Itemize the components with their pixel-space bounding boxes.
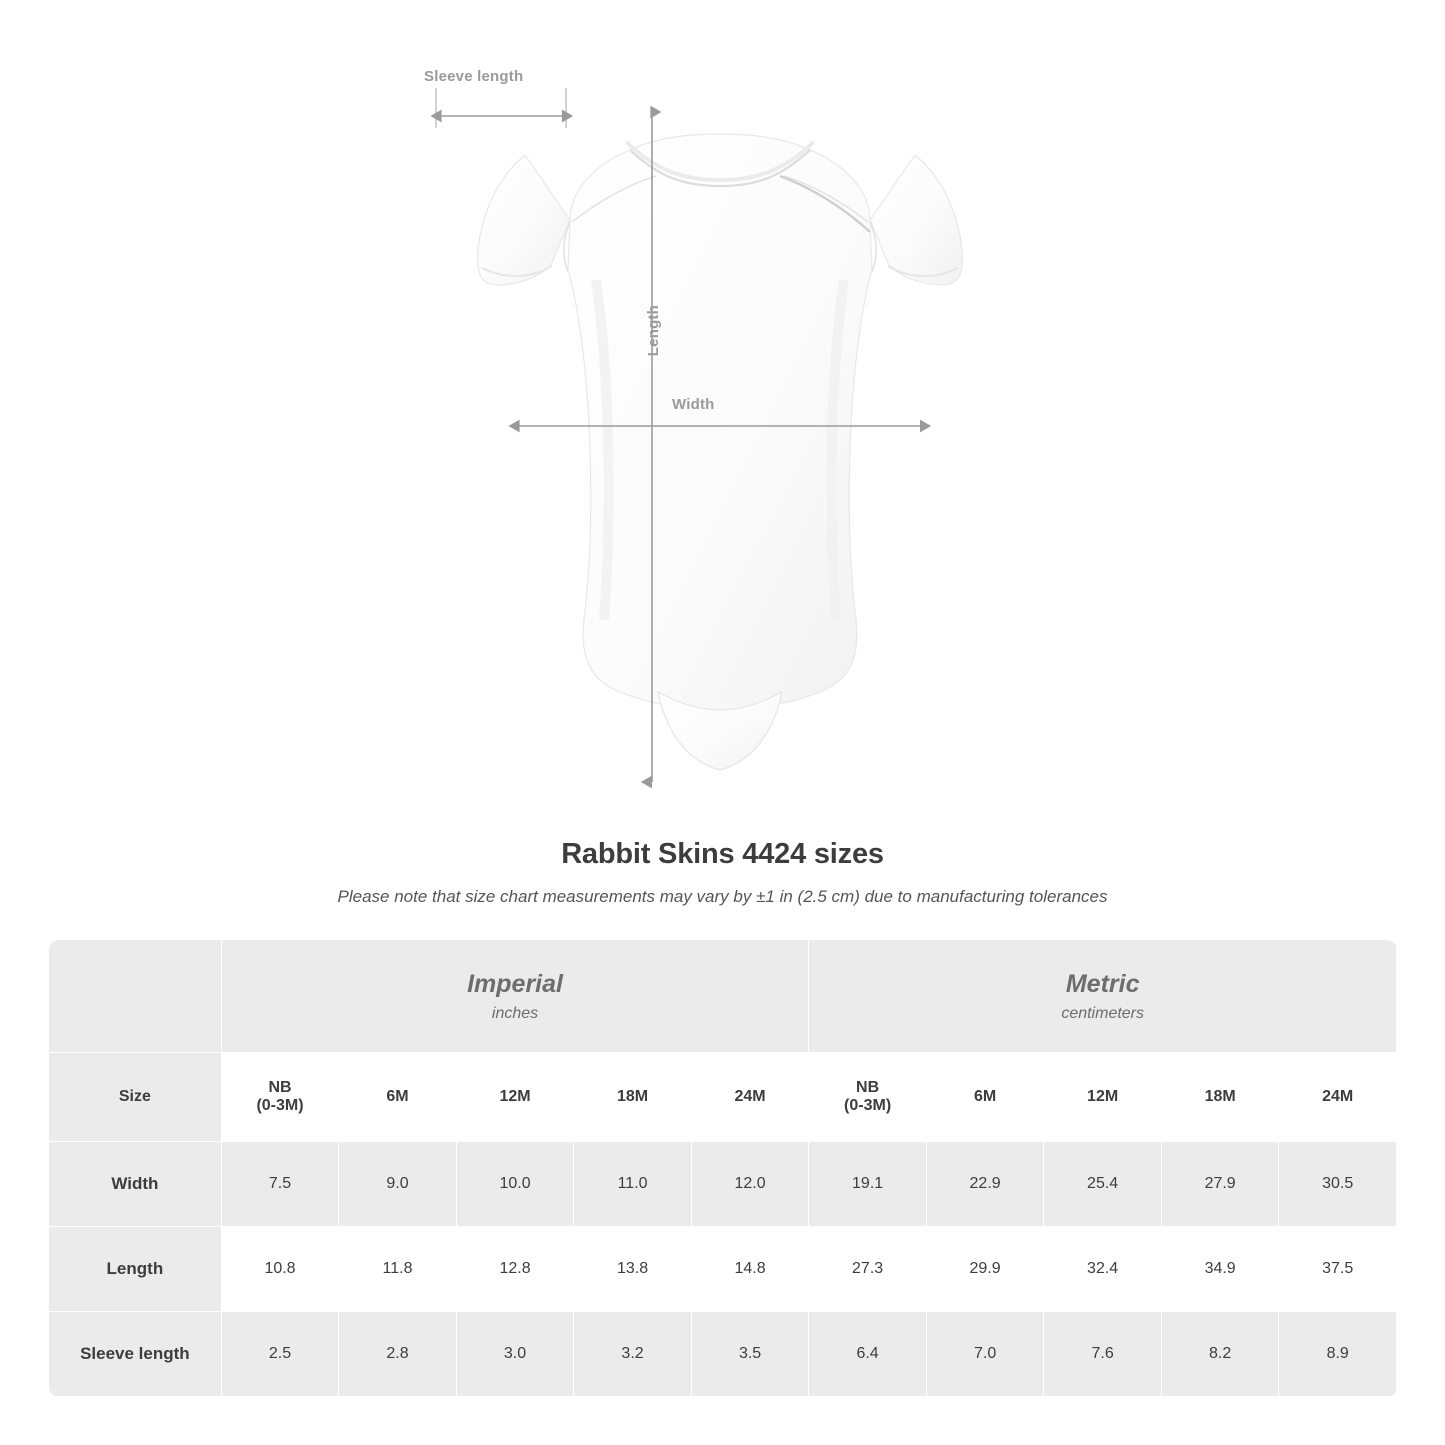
- cell-sleeve-metric-18m: 8.2: [1161, 1312, 1279, 1397]
- cell-sleeve-imperial-12m: 3.0: [456, 1312, 574, 1397]
- column-header-imperial-12m: 12M: [456, 1053, 574, 1142]
- cell-sleeve-imperial-nb: 2.5: [221, 1312, 339, 1397]
- column-header-imperial-18m: 18M: [574, 1053, 692, 1142]
- cell-length-metric-nb: 27.3: [809, 1227, 927, 1312]
- table-row: [49, 1227, 1397, 1312]
- column-header-imperial-24m: 24M: [691, 1053, 809, 1142]
- imperial-title: Imperial: [467, 970, 563, 998]
- column-header-line2: (0-3M): [256, 1097, 304, 1114]
- tolerance-note: Please note that size chart measurements may vary by ±1 in (2.5 cm) due to manufacturing tolerances: [337, 887, 1108, 906]
- cell-length-imperial-nb: 10.8: [221, 1227, 339, 1312]
- size-column-header: Size: [49, 1053, 222, 1142]
- cell-width-imperial-nb: 7.5: [221, 1142, 339, 1227]
- imperial-subtitle: inches: [491, 1005, 539, 1022]
- metric-subtitle: centimeters: [1061, 1005, 1145, 1022]
- cell-width-imperial-6m: 9.0: [339, 1142, 457, 1227]
- column-header-metric-12m: 12M: [1044, 1053, 1162, 1142]
- cell-width-imperial-12m: 10.0: [456, 1142, 574, 1227]
- column-header-metric-nb: [809, 1053, 927, 1142]
- cell-width-metric-12m: 25.4: [1044, 1142, 1162, 1227]
- cell-sleeve-metric-12m: 7.6: [1044, 1312, 1162, 1397]
- unit-header-corner: [49, 940, 222, 1053]
- cell-sleeve-imperial-6m: 2.8: [339, 1312, 457, 1397]
- cell-width-metric-24m: 30.5: [1279, 1142, 1397, 1227]
- cell-length-imperial-6m: 11.8: [339, 1227, 457, 1312]
- cell-length-metric-6m: 29.9: [926, 1227, 1044, 1312]
- cell-length-metric-12m: 32.4: [1044, 1227, 1162, 1312]
- column-header-imperial-nb: [221, 1053, 339, 1142]
- size-header-row: [49, 1053, 1397, 1142]
- row-header-length: Length: [49, 1227, 222, 1312]
- column-header-line1: NB: [268, 1079, 292, 1096]
- cell-length-imperial-12m: 12.8: [456, 1227, 574, 1312]
- cell-sleeve-imperial-24m: 3.5: [691, 1312, 809, 1397]
- imperial-group-header: [221, 940, 809, 1053]
- cell-width-metric-nb: 19.1: [809, 1142, 927, 1227]
- cell-width-metric-18m: 27.9: [1161, 1142, 1279, 1227]
- cell-sleeve-metric-24m: 8.9: [1279, 1312, 1397, 1397]
- title-block: [0, 838, 1445, 907]
- column-header-metric-18m: 18M: [1161, 1053, 1279, 1142]
- row-header-sleeve-length: Sleeve length: [49, 1312, 222, 1397]
- length-label: Length: [645, 305, 662, 357]
- cell-width-metric-6m: 22.9: [926, 1142, 1044, 1227]
- row-header-width: Width: [49, 1142, 222, 1227]
- cell-length-metric-24m: 37.5: [1279, 1227, 1397, 1312]
- column-header-line2: (0-3M): [844, 1097, 892, 1114]
- metric-group-header: [809, 940, 1397, 1053]
- cell-length-imperial-24m: 14.8: [691, 1227, 809, 1312]
- column-header-metric-6m: 6M: [926, 1053, 1044, 1142]
- column-header-line1: NB: [856, 1079, 880, 1096]
- column-header-metric-24m: 24M: [1279, 1053, 1397, 1142]
- column-header-imperial-6m: 6M: [339, 1053, 457, 1142]
- sleeve-length-label: Sleeve length: [424, 68, 524, 85]
- size-table-container: [48, 939, 1397, 1397]
- cell-length-metric-18m: 34.9: [1161, 1227, 1279, 1312]
- page-title: Rabbit Skins 4424 sizes: [561, 838, 884, 870]
- table-row: [49, 1312, 1397, 1397]
- cell-sleeve-imperial-18m: 3.2: [574, 1312, 692, 1397]
- cell-width-imperial-18m: 11.0: [574, 1142, 692, 1227]
- metric-title: Metric: [1065, 970, 1140, 998]
- cell-width-imperial-24m: 12.0: [691, 1142, 809, 1227]
- table-row: [49, 1142, 1397, 1227]
- width-label: Width: [672, 396, 715, 413]
- size-table: [48, 939, 1397, 1397]
- cell-length-imperial-18m: 13.8: [574, 1227, 692, 1312]
- cell-sleeve-metric-nb: 6.4: [809, 1312, 927, 1397]
- cell-sleeve-metric-6m: 7.0: [926, 1312, 1044, 1397]
- unit-header-row: [49, 940, 1397, 1053]
